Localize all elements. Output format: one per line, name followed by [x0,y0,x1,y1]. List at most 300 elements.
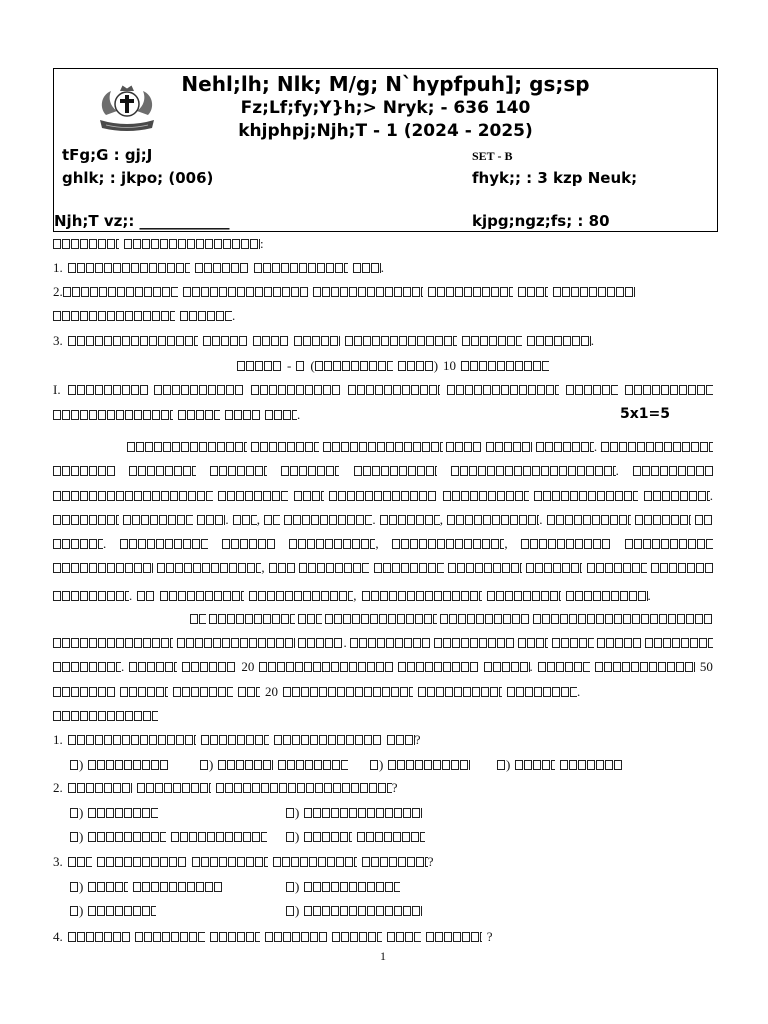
unreadable-glyph-run [53,563,153,573]
text-group [289,537,378,551]
answer-option [286,904,422,918]
unreadable-glyph-run [200,760,209,770]
text-group [451,464,619,478]
unreadable-glyph-run [521,539,611,549]
punctuation: ? [486,929,493,944]
unreadable-glyph-run [398,361,434,371]
unreadable-glyph-run [97,857,187,867]
unreadable-glyph-run [426,932,482,942]
unreadable-glyph-run [53,515,119,525]
punctuation: ) [79,879,84,894]
passage-line [53,685,580,699]
punctuation: ) [295,829,300,844]
unreadable-glyph-run [635,515,691,525]
unreadable-glyph-run [487,591,561,601]
punctuation: , [439,512,444,527]
unreadable-glyph-run [283,687,413,697]
unreadable-glyph-run [68,857,92,867]
unreadable-glyph-run [325,614,437,624]
unreadable-glyph-run [461,361,549,371]
item-number: 1. [53,732,63,747]
unreadable-glyph-run [625,539,713,549]
unreadable-glyph-run [222,539,276,549]
option-letter [286,830,299,844]
punctuation: . [380,260,384,275]
unreadable-glyph-run [53,239,119,249]
unreadable-glyph-run [392,539,504,549]
unreadable-glyph-run [362,857,428,867]
text-group [180,309,235,323]
unreadable-glyph-run [53,410,173,420]
unreadable-glyph-run [451,466,616,476]
unreadable-glyph-run [68,735,196,745]
unreadable-glyph-run [68,263,190,273]
punctuation: . [232,308,236,323]
text-group [53,660,124,674]
unreadable-glyph-run [251,385,341,395]
unreadable-glyph-run [265,410,297,420]
unreadable-glyph-run [70,808,79,818]
unreadable-glyph-run [173,687,233,697]
punctuation: ) [295,903,300,918]
punctuation: . [103,536,107,551]
school-name: Nehl;lh; Nlk; M/g; N`hypfpuh]; gs;sp [181,72,590,96]
punctuation: ) [79,903,84,918]
unreadable-glyph-run [533,614,713,624]
punctuation: . [225,512,229,527]
unreadable-glyph-run [440,614,530,624]
punctuation: . [372,512,376,527]
question-line [53,855,434,869]
punctuation: ) [79,829,84,844]
instruction-line [53,285,635,299]
unreadable-glyph-run [70,906,79,916]
unreadable-glyph-run [63,287,178,297]
page-number: 1 [380,949,386,963]
unreadable-glyph-run [218,760,273,770]
punctuation: ) [295,805,300,820]
unreadable-glyph-run [154,385,244,395]
unreadable-glyph-run [447,385,559,395]
unreadable-glyph-run [350,638,430,648]
unreadable-glyph-run [587,563,647,573]
punctuation: . [121,659,125,674]
unreadable-glyph-run [515,760,555,770]
text-group [233,513,260,527]
unreadable-glyph-run [254,263,348,273]
unreadable-glyph-run [552,638,594,648]
text-group [53,589,132,603]
unreadable-glyph-run [296,361,305,371]
unreadable-glyph-run [137,783,211,793]
unreadable-glyph-run [120,539,208,549]
unreadable-glyph-run [313,287,423,297]
question-line [53,408,300,422]
unreadable-glyph-run [68,932,130,942]
unreadable-glyph-run [203,336,248,346]
text-group [527,334,594,348]
passage-line [53,561,713,575]
punctuation: , [504,536,508,551]
unreadable-glyph-run [278,760,348,770]
unreadable-glyph-run [553,287,635,297]
text-group [353,261,384,275]
text-group [447,513,542,527]
unreadable-glyph-run [354,466,437,476]
unreadable-glyph-run [53,662,121,672]
punctuation: . [593,439,598,454]
punctuation: . [129,588,133,603]
unreadable-glyph-run [53,466,115,476]
unreadable-glyph-run [332,932,382,942]
unreadable-glyph-run [387,932,421,942]
total-marks-label: kjpg;ngz;fs; : 80 [472,212,610,230]
question-line [53,781,398,795]
class-label: tFg;G : gj;J [62,146,153,164]
unreadable-glyph-run [448,563,522,573]
item-number: I. [53,382,61,397]
option-letter [286,880,299,894]
text-group [536,440,597,454]
text-group [566,589,651,603]
unreadable-glyph-run [644,491,710,501]
unreadable-glyph-run [645,638,713,648]
passage-line [53,660,713,674]
punctuation: , [261,560,265,575]
unreadable-glyph-run [507,687,577,697]
unreadable-glyph-run [53,591,129,601]
subject-label: ghlk; : jkpo; (006) [62,169,214,187]
unreadable-glyph-run [651,563,713,573]
unreadable-glyph-run [197,515,225,525]
unreadable-glyph-run [462,336,522,346]
answer-option [370,758,470,772]
text-group [644,489,713,503]
unreadable-glyph-run [171,832,267,842]
section-heading [53,709,158,723]
unreadable-glyph-run [447,515,539,525]
punctuation: ) [79,757,84,772]
unreadable-glyph-run [518,638,548,648]
punctuation: ? [391,780,398,795]
punctuation: . [529,659,533,674]
unreadable-glyph-run [526,563,582,573]
text-group [157,561,264,575]
passage-line [53,513,713,527]
instruction-line [53,261,384,275]
unreadable-glyph-run [192,857,268,867]
unreadable-glyph-run [265,932,327,942]
option-letter [70,830,83,844]
option-letter [70,806,83,820]
punctuation: , [256,512,261,527]
unreadable-glyph-run [388,760,470,770]
unreadable-glyph-run [362,591,482,601]
unreadable-glyph-run [345,336,457,346]
punctuation: . [615,463,619,478]
passage-line [53,636,713,650]
passage-line [127,440,713,454]
unreadable-glyph-run [286,808,295,818]
unreadable-glyph-run [329,491,437,501]
text-group [387,733,421,747]
text-group [53,537,106,551]
answer-option [70,880,223,894]
item-number: 2. [53,284,63,299]
unreadable-glyph-run [127,442,247,452]
unreadable-glyph-run [304,808,422,818]
unreadable-glyph-run [135,932,205,942]
unreadable-glyph-run [298,614,322,624]
punctuation: - [287,358,292,373]
unreadable-glyph-run [190,614,206,624]
inline-number: 10 [443,358,457,373]
unreadable-glyph-run [68,783,132,793]
unreadable-glyph-run [216,783,392,793]
unreadable-glyph-run [294,336,340,346]
unreadable-glyph-run [538,662,590,672]
unreadable-glyph-run [68,385,148,395]
punctuation: ? [427,854,434,869]
unreadable-glyph-run [370,760,379,770]
punctuation: , [375,536,379,551]
unreadable-glyph-run [497,760,506,770]
item-number: 3. [53,854,63,869]
unreadable-glyph-run [315,361,393,371]
punctuation: . [590,333,594,348]
unreadable-glyph-run [323,442,443,452]
unreadable-glyph-run [566,591,648,601]
option-letter [286,904,299,918]
unreadable-glyph-run [446,442,482,452]
unreadable-glyph-run [259,662,393,672]
unreadable-glyph-run [284,515,372,525]
answer-option [70,758,168,772]
unreadable-glyph-run [233,515,257,525]
unreadable-glyph-run [88,832,166,842]
unreadable-glyph-run [286,832,295,842]
text-group [298,636,346,650]
text-group [197,513,228,527]
unreadable-glyph-run [251,442,319,452]
text-group [484,660,533,674]
unreadable-glyph-run [286,882,295,892]
unreadable-glyph-run [129,466,196,476]
unreadable-glyph-run [348,385,440,395]
item-number: 3. [53,333,63,348]
unreadable-glyph-run [133,882,223,892]
unreadable-glyph-run [237,361,282,371]
instructions-heading [53,237,264,251]
unreadable-glyph-run [566,385,618,395]
unreadable-glyph-run [298,638,343,648]
unreadable-glyph-run [53,539,103,549]
passage-line [53,589,651,603]
unreadable-glyph-run [157,563,261,573]
section-heading [237,359,549,373]
unreadable-glyph-run [88,760,168,770]
unreadable-glyph-run [547,515,631,525]
set-label: SET - B [472,149,513,163]
text-group [249,589,356,603]
text-group [310,359,392,373]
unreadable-glyph-run [695,515,713,525]
punctuation: . [577,684,581,699]
answer-option [497,758,622,772]
inline-number: 20 [265,684,278,699]
exam-header [53,68,718,232]
option-letter [370,758,383,772]
unreadable-glyph-run [286,906,295,916]
unreadable-glyph-run [443,491,529,501]
unreadable-glyph-run [387,735,415,745]
option-letter [286,806,299,820]
unreadable-glyph-run [484,662,530,672]
unreadable-glyph-run [88,882,128,892]
punctuation: : [260,236,264,251]
unreadable-glyph-run [53,491,213,501]
unreadable-glyph-run [210,932,260,942]
unreadable-glyph-run [601,442,713,452]
unreadable-glyph-run [274,735,382,745]
text-group [362,855,434,869]
punctuation: ) [506,757,511,772]
answer-option [200,758,348,772]
punctuation: . [297,407,301,422]
punctuation: . [343,635,347,650]
answer-option [70,830,267,844]
punctuation: . [647,588,651,603]
marks-allocation: 5x1=5 [620,406,670,422]
unreadable-glyph-run [70,760,79,770]
unreadable-glyph-run [160,591,244,601]
item-number: 4. [53,929,63,944]
unreadable-glyph-run [289,539,375,549]
text-group [398,359,438,373]
item-number: 2. [53,780,63,795]
unreadable-glyph-run [210,466,267,476]
punctuation: ) [209,757,214,772]
unreadable-glyph-run [120,687,168,697]
unreadable-glyph-run [428,287,513,297]
unreadable-glyph-run [124,239,260,249]
option-letter [70,758,83,772]
unreadable-glyph-run [129,662,177,672]
text-group [53,285,178,299]
answer-option [286,880,400,894]
unreadable-glyph-run [633,466,713,476]
answer-option [70,904,156,918]
inline-number: 20 [241,659,255,674]
punctuation: ( [310,358,315,373]
unreadable-glyph-run [536,442,594,452]
unreadable-glyph-run [595,662,695,672]
unreadable-glyph-run [560,760,622,770]
unreadable-glyph-run [353,263,381,273]
unreadable-glyph-run [418,687,502,697]
passage-line [53,464,713,478]
punctuation: ) [79,805,84,820]
unreadable-glyph-run [238,687,260,697]
unreadable-glyph-run [597,638,641,648]
unreadable-glyph-run [527,336,591,346]
punctuation: , [353,588,357,603]
answer-option [286,830,425,844]
unreadable-glyph-run [357,832,425,842]
unreadable-glyph-run [273,857,357,867]
text-group [265,408,300,422]
unreadable-glyph-run [299,563,369,573]
unreadable-glyph-run [225,410,260,420]
unreadable-glyph-run [398,662,478,672]
unreadable-glyph-run [137,591,155,601]
unreadable-glyph-run [177,638,295,648]
passage-line [53,537,713,551]
unreadable-glyph-run [264,515,280,525]
unreadable-glyph-run [294,491,324,501]
option-letter [497,758,510,772]
punctuation: . [539,512,543,527]
unreadable-glyph-run [304,906,422,916]
punctuation: ) [379,757,384,772]
unreadable-glyph-run [70,882,79,892]
option-letter [70,904,83,918]
unreadable-glyph-run [53,711,158,721]
school-address: Fz;Lf;fy;Y}h;> Nryk; - 636 140 [240,98,531,118]
unreadable-glyph-run [269,563,295,573]
unreadable-glyph-run [434,638,514,648]
punctuation: ) [295,879,300,894]
unreadable-glyph-run [201,735,269,745]
exam-title: khjphpj;Njh;T - 1 (2024 - 2025) [238,121,533,141]
unreadable-glyph-run [88,808,158,818]
unreadable-glyph-run [178,410,220,420]
item-number: 1. [53,260,63,275]
unreadable-glyph-run [70,832,79,842]
punctuation: ) [433,358,439,373]
unreadable-glyph-run [281,466,339,476]
punctuation: . [709,488,713,503]
passage-line [190,612,713,626]
inline-number: 50 [699,659,713,674]
unreadable-glyph-run [53,687,115,697]
option-letter [200,758,213,772]
question-line [53,733,421,747]
unreadable-glyph-run [209,614,295,624]
instruction-line [53,334,594,348]
text-group [216,781,398,795]
unreadable-glyph-run [183,287,308,297]
unreadable-glyph-run [253,336,289,346]
text-group [284,513,375,527]
text-group [392,537,507,551]
question-line [53,383,713,397]
unreadable-glyph-run [380,515,440,525]
option-letter [70,880,83,894]
passage-line [53,489,713,503]
punctuation: ? [414,732,421,747]
text-group [380,513,443,527]
unreadable-glyph-run [249,591,353,601]
unreadable-glyph-run [486,442,532,452]
unreadable-glyph-run [88,906,156,916]
unreadable-glyph-run [304,832,352,842]
unreadable-glyph-run [182,662,236,672]
unreadable-glyph-run [53,638,173,648]
unreadable-glyph-run [534,491,638,501]
unreadable-glyph-run [180,311,232,321]
unreadable-glyph-run [123,515,193,525]
